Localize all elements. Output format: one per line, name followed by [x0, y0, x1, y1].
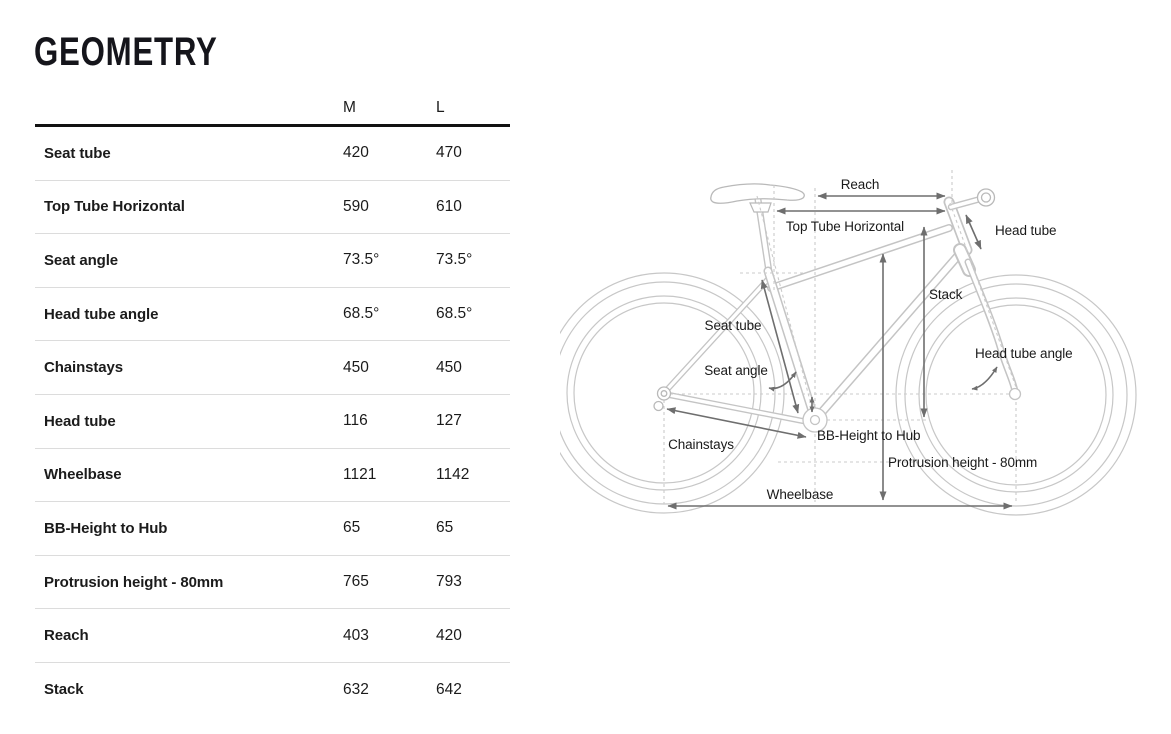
table-row-protrusion-height	[35, 556, 510, 610]
row-label: BB-Height to Hub	[44, 519, 168, 537]
table-row-seat-angle	[35, 234, 510, 288]
size-column-m: M	[343, 99, 356, 116]
size-header-row	[35, 93, 510, 127]
table-row-head-tube-angle	[35, 288, 510, 342]
table-row-head-tube	[35, 395, 510, 449]
table-row-bb-height-to-hub	[35, 502, 510, 556]
row-value-m: 65	[343, 519, 361, 537]
label-reach: Reach	[840, 177, 880, 192]
row-label: Protrusion height - 80mm	[44, 573, 224, 591]
label-head-tube-angle: Head tube angle	[975, 346, 1073, 361]
row-value-m: 116	[343, 412, 368, 430]
row-value-m: 632	[343, 680, 369, 698]
bike-geometry-diagram	[560, 150, 1171, 530]
row-value-l: 642	[436, 680, 462, 698]
row-value-l: 73.5°	[436, 251, 473, 269]
row-value-m: 590	[343, 197, 369, 215]
row-value-l: 65	[436, 519, 454, 537]
label-chainstays: Chainstays	[668, 437, 734, 452]
row-value-l: 68.5°	[436, 305, 473, 323]
row-value-l: 1142	[436, 465, 470, 483]
row-label: Reach	[44, 627, 89, 645]
table-row-wheelbase	[35, 449, 510, 503]
row-value-m: 73.5°	[343, 251, 380, 269]
row-label: Seat angle	[44, 251, 119, 269]
row-value-l: 793	[436, 573, 462, 591]
row-value-l: 420	[436, 626, 462, 644]
table-row-seat-tube	[35, 127, 510, 181]
page-title: GEOMETRY	[34, 30, 218, 74]
row-label: Chainstays	[44, 359, 124, 377]
size-column-l: L	[436, 99, 445, 116]
table-row-reach	[35, 609, 510, 663]
row-value-m: 68.5°	[343, 305, 380, 323]
row-value-l: 470	[436, 144, 462, 162]
rear-derailleur	[654, 402, 663, 411]
row-label: Stack	[44, 681, 84, 699]
row-value-l: 450	[436, 358, 462, 376]
head-tube-angle-arc	[972, 367, 997, 389]
row-value-m: 765	[343, 573, 369, 591]
row-value-m: 450	[343, 358, 369, 376]
row-label: Seat tube	[44, 144, 111, 162]
label-wheelbase: Wheelbase	[766, 487, 834, 502]
row-value-m: 403	[343, 626, 369, 644]
geometry-table	[35, 93, 510, 717]
label-seat-tube: Seat tube	[704, 318, 762, 333]
table-row-top-tube-horizontal	[35, 181, 510, 235]
label-seat-angle: Seat angle	[704, 363, 768, 378]
table-row-chainstays	[35, 341, 510, 395]
label-top-tube-horizontal: Top Tube Horizontal	[785, 219, 905, 234]
diagram-labels	[668, 177, 1072, 502]
row-label: Head tube angle	[44, 305, 159, 323]
row-label: Top Tube Horizontal	[44, 198, 185, 216]
label-stack: Stack	[929, 287, 963, 302]
row-value-m: 420	[343, 144, 369, 162]
label-bb-height-to-hub: BB-Height to Hub	[817, 428, 921, 443]
row-value-m: 1121	[343, 465, 377, 483]
row-value-l: 127	[436, 412, 462, 430]
chainstays-arrow	[667, 409, 806, 437]
row-value-l: 610	[436, 197, 462, 215]
row-label: Wheelbase	[44, 466, 122, 484]
label-protrusion-height: Protrusion height - 80mm	[888, 455, 1038, 470]
row-label: Head tube	[44, 412, 116, 430]
table-row-stack	[35, 663, 510, 717]
front-dropout	[1010, 389, 1021, 400]
label-head-tube: Head tube	[995, 223, 1057, 238]
